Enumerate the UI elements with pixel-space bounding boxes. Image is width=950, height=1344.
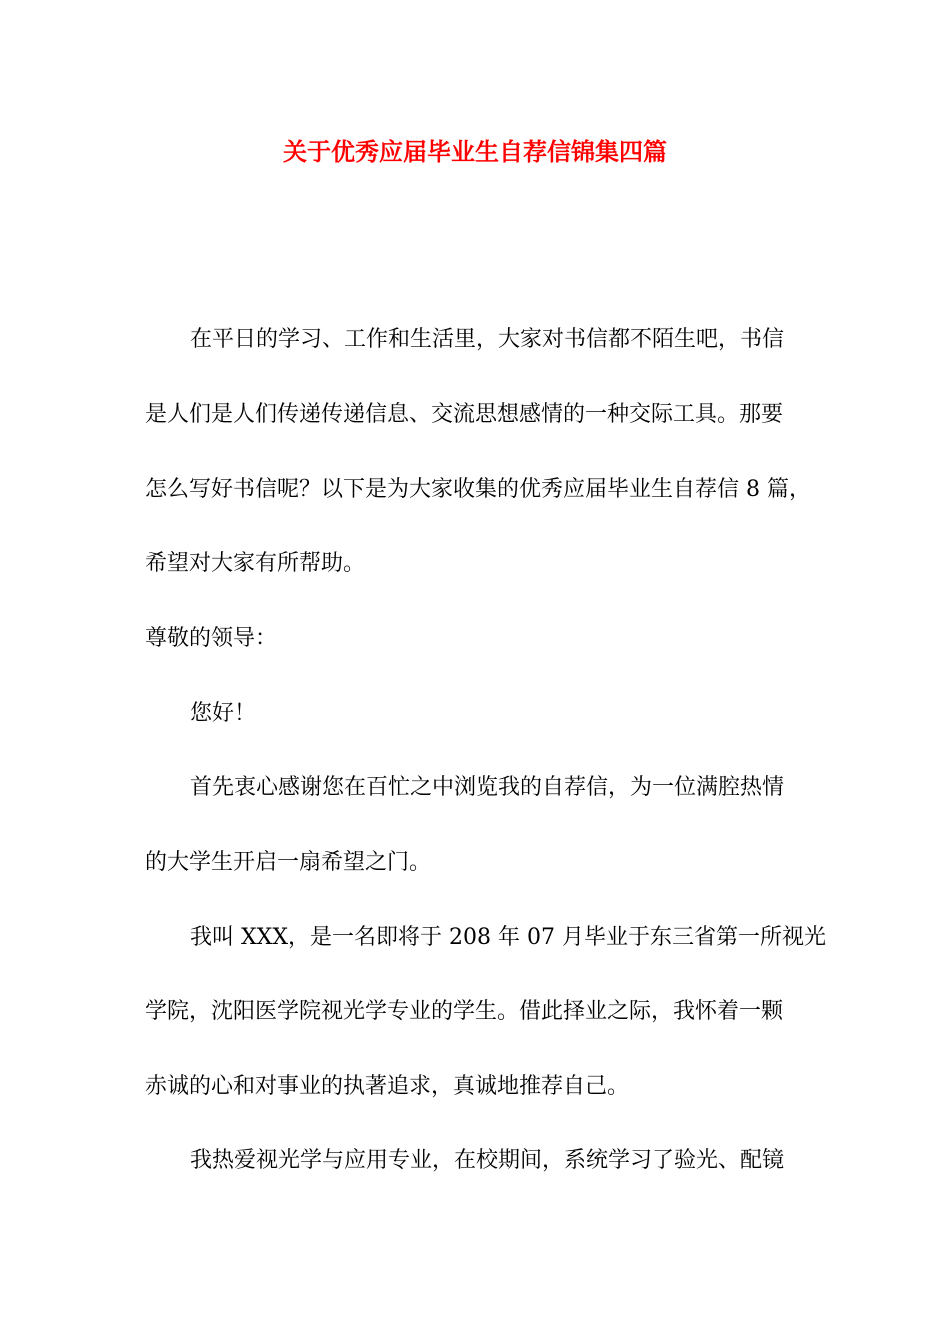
greeting: 您好！	[190, 701, 257, 726]
paragraph-line: 的大学生开启一扇希望之门。	[145, 850, 432, 875]
paragraph-line: 希望对大家有所帮助。	[145, 551, 366, 576]
paragraph-line: 我热爱视光学与应用专业，在校期间，系统学习了验光、配镜	[190, 1148, 785, 1173]
paragraph-line: 我叫 XXX，是一名即将于 208 年 07 月毕业于东三省第一所视光	[190, 925, 826, 950]
paragraph-line: 在平日的学习、工作和生活里，大家对书信都不陌生吧，书信	[190, 327, 785, 352]
document-title: 关于优秀应届毕业生自荐信锦集四篇	[283, 137, 667, 166]
paragraph-line: 学院，沈阳医学院视光学专业的学生。借此择业之际，我怀着一颗	[145, 999, 784, 1024]
paragraph-line: 怎么写好书信呢？以下是为大家收集的优秀应届毕业生自荐信 8 篇，	[145, 477, 811, 502]
paragraph-line: 首先衷心感谢您在百忙之中浏览我的自荐信，为一位满腔热情	[190, 775, 785, 800]
paragraph-line: 赤诚的心和对事业的执著追求，真诚地推荐自己。	[145, 1074, 630, 1099]
paragraph-line: 是人们是人们传递传递信息、交流思想感情的一种交际工具。那要	[145, 402, 784, 427]
salutation: 尊敬的领导：	[145, 626, 278, 651]
